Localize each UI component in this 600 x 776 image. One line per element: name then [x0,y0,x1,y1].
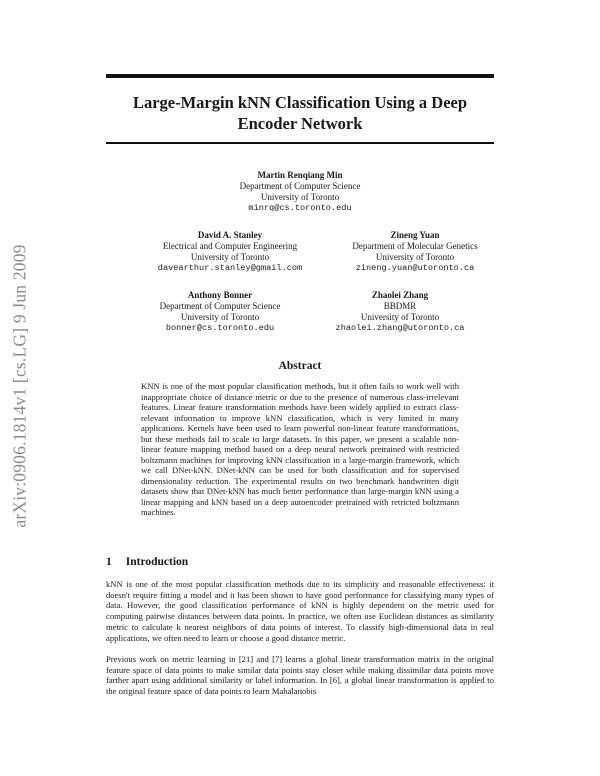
abstract-heading: Abstract [278,360,322,372]
author-email: bonner@cs.toronto.edu [165,323,275,333]
author-affiliation: University of Toronto [260,192,340,202]
author-block-yuan [320,230,510,274]
arxiv-stamp-text: arXiv:0906.1814v1 [cs.LG] 9 Jun 2009 [9,244,30,528]
author-affiliation: Department of Computer Science [239,181,361,191]
author-email: zineng.yuan@utoronto.ca [355,263,475,273]
author-email: davearthur.stanley@gmail.com [157,263,303,273]
title-rule-bottom [106,142,494,144]
title-rule-top [106,74,494,78]
paper-title: Large-Margin kNN Classification Using a Deep Encoder Network [132,93,468,133]
author-block-bonner [120,290,320,334]
author-email: minrq@cs.toronto.edu [248,203,352,213]
intro-paragraph-2: Previous work on metric learning in [21] and [7] learns a global linear transformation matrix in the original feature space of data points to make similar data points stay closer while making dissimilar data points move farther apart using additional similarity or label information. In [6], a global linear transformation is applied to the original feature space of data points to learn Mahalanobis [106,654,494,697]
section-heading-introduction [106,556,188,568]
author-affiliation: University of Toronto [190,252,270,262]
author-block-zhang [300,290,500,334]
author-affiliation: Electrical and Computer Engineering [162,241,298,251]
section-title: Introduction [125,556,189,568]
author-affiliation: University of Toronto [180,312,260,322]
author-name: Zineng Yuan [390,230,440,240]
author-affiliation: University of Toronto [375,252,455,262]
section-number: 1 [106,556,112,568]
author-email: zhaolei.zhang@utoronto.ca [335,323,465,333]
author-affiliation: BBDMR [383,301,417,311]
author-affiliation: University of Toronto [360,312,440,322]
abstract-text: KNN is one of the most popular classification methods, but it often fails to work well with inappropriate choice of distance metric or due to the presence of numerous class-irrelevant features. Linear feature transformation methods have been widely applied to extract class-relevant information to improve kNN classification, which is very limited in many applications. Kernels have been used to learn powerful non-linear feature transformations, but these methods fail to scale to large datasets. In this paper, we present a scalable non-linear feature mapping method based on a deep neural network pretrained with restricted boltzmann machines for improving kNN classification in a large-margin framework, which we call DNet-kNN. DNet-kNN can be used for both classification and for supervised dimensionality reduction. The experimental results on two benchmark handwritten digit datasets show that DNet-kNN has much better performance than large-margin kNN using a linear mapping and kNN based on a deep autoencoder pretrained with retricted boltzmann machines. [141,381,459,517]
author-affiliation: Department of Molecular Genetics [352,241,478,251]
author-name: Martin Renqiang Min [257,170,343,180]
author-block-stanley [110,230,350,274]
author-block-min [200,170,400,214]
author-affiliation: Department of Computer Science [159,301,281,311]
author-name: Anthony Bonner [187,290,253,300]
author-name: Zhaolei Zhang [371,290,429,300]
author-name: David A. Stanley [197,230,263,240]
intro-paragraph-1: kNN is one of the most popular classification methods due to its simplicity and reasonable effectiveness: it doesn't require fitting a model and it has been shown to have good performance for classifying many types of data. However, the good classification performance of kNN is highly dependent on the metric used for computing pairwise distances between data points. In practice, we often use Euclidean distances as similarity metric to calculate k nearest neighbors of data points of interest. To classify high-dimensional data in real applications, we often need to learn or choose a good distance metric. [106,579,494,643]
